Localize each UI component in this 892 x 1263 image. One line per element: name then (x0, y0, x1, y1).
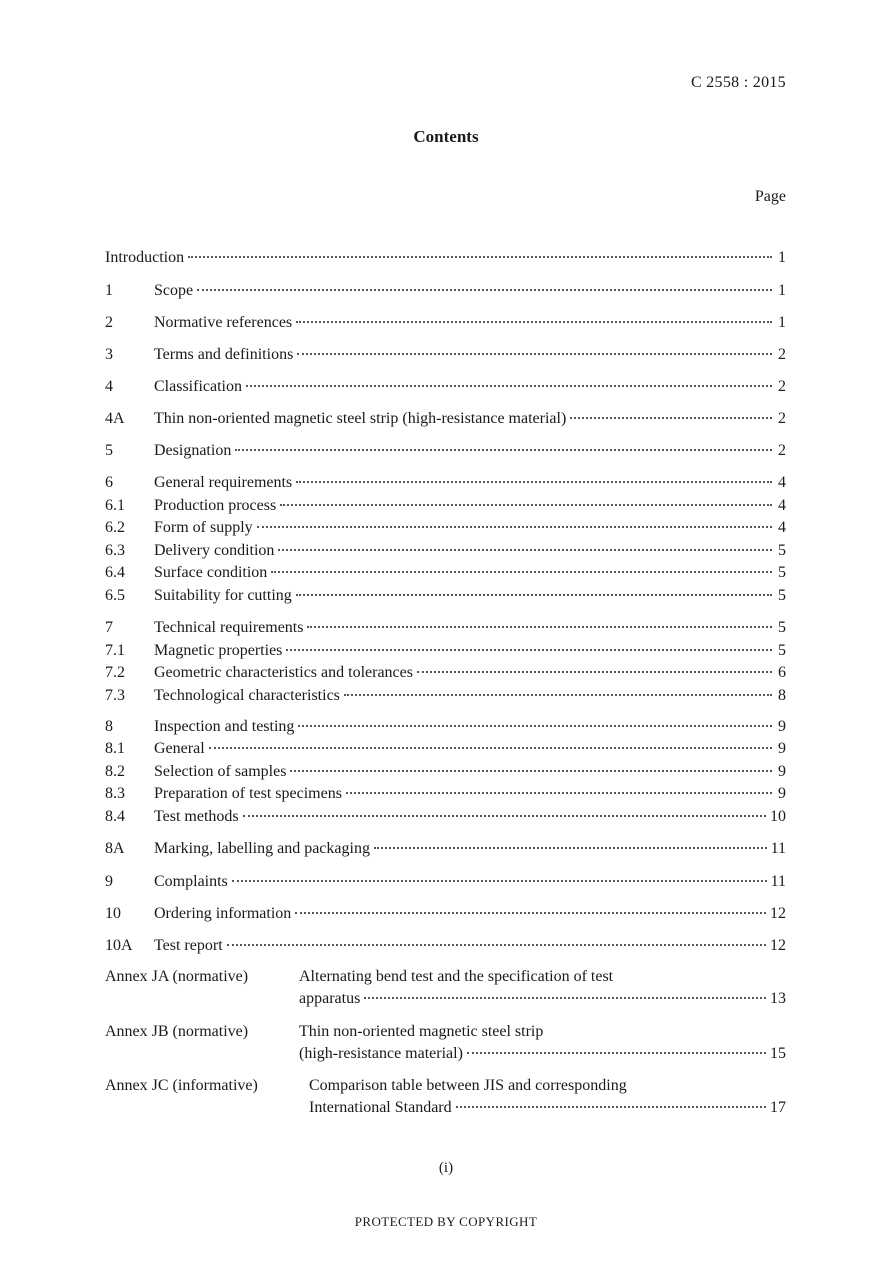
toc-entry (105, 440, 786, 462)
annex-title-line2: apparatus (299, 990, 361, 1007)
dot-leader (209, 747, 772, 749)
dot-leader (374, 847, 767, 849)
toc-entry (105, 517, 786, 539)
toc-entry-title: Thin non-oriented magnetic steel strip (high-resistance material) (154, 410, 567, 427)
dot-leader (232, 880, 767, 882)
dot-leader (456, 1106, 766, 1108)
toc-entry-page: 9 (778, 763, 786, 780)
toc-entry-number: 7 (105, 619, 113, 636)
toc-entry-page: 4 (778, 519, 786, 536)
toc-entry-page: 8 (778, 687, 786, 704)
standard-number: C 2558 : 2015 (690, 74, 786, 91)
toc-entry-page: 5 (778, 564, 786, 581)
page-title: Contents (413, 127, 479, 146)
toc-entry-title: Preparation of test specimens (154, 785, 342, 802)
dot-leader (290, 770, 772, 772)
dot-leader (286, 649, 772, 651)
dot-leader (364, 997, 766, 999)
toc-entry (105, 495, 786, 517)
toc-entry-number: 8.2 (105, 763, 125, 780)
toc-entry-title: Ordering information (154, 905, 292, 922)
toc-entry (105, 408, 786, 430)
toc-entry-title: Magnetic properties (154, 642, 283, 659)
toc-entry-title: Terms and definitions (154, 346, 294, 363)
toc-entry-page: 6 (778, 664, 786, 681)
toc-entry (105, 738, 786, 760)
toc-entry-page: 10 (770, 808, 786, 825)
toc-entry-page: 5 (778, 542, 786, 559)
toc-entry-title: Marking, labelling and packaging (154, 840, 370, 857)
toc-entry-number: 8 (105, 718, 113, 735)
toc-entry-page: 12 (770, 905, 786, 922)
toc-entry-number: 3 (105, 346, 113, 363)
toc-entry-title: General requirements (154, 474, 293, 491)
annex-page: 17 (770, 1099, 786, 1116)
toc-entry (105, 562, 786, 584)
dot-leader (297, 353, 772, 355)
toc-entry-title: Geometric characteristics and tolerances (154, 664, 413, 681)
toc-entry (105, 662, 786, 684)
dot-leader (227, 944, 766, 946)
annex-title-line2: (high-resistance material) (299, 1045, 463, 1062)
dot-leader (295, 912, 766, 914)
dot-leader (344, 694, 772, 696)
toc-entry-number: 8A (105, 840, 125, 857)
toc-entry-title: Scope (154, 282, 194, 299)
dot-leader (197, 289, 772, 291)
toc-entry (105, 312, 786, 334)
toc-entry (105, 640, 786, 662)
toc-entry-page: 2 (778, 442, 786, 459)
toc-entry-title: Delivery condition (154, 542, 275, 559)
dot-leader (188, 256, 772, 258)
dot-leader (346, 792, 772, 794)
toc-entry (105, 472, 786, 494)
toc-entry-number: 6.1 (105, 497, 125, 514)
annex-title-line1: Alternating bend test and the specification of test (299, 968, 614, 985)
toc-entry-title: Normative references (154, 314, 293, 331)
toc-entry-number: 1 (105, 282, 113, 299)
toc-entry-page: 1 (778, 314, 786, 331)
toc-entry-number: 10 (105, 905, 121, 922)
toc-entry-page: 5 (778, 642, 786, 659)
toc-entry-page: 11 (770, 873, 786, 890)
annex-title-line1: Comparison table between JIS and corresponding (309, 1077, 627, 1094)
toc-entry-title: Surface condition (154, 564, 268, 581)
toc-entry-page: 2 (778, 378, 786, 395)
annex-label: Annex JB (normative) (105, 1023, 249, 1040)
toc-entry-number: 6.3 (105, 542, 125, 559)
toc-entry (105, 344, 786, 366)
toc-entry-title: Technological characteristics (154, 687, 340, 704)
toc-entry-title: Introduction (105, 249, 185, 266)
annex-label: Annex JC (informative) (105, 1077, 258, 1094)
annex-page: 13 (770, 990, 786, 1007)
toc-entry-page: 2 (778, 346, 786, 363)
toc-entry (105, 685, 786, 707)
toc-entry-title: Test report (154, 937, 223, 954)
toc-entry-title: Complaints (154, 873, 228, 890)
dot-leader (235, 449, 772, 451)
toc-entry (105, 617, 786, 639)
toc-entry-number: 6.5 (105, 587, 125, 604)
toc-entry-number: 9 (105, 873, 113, 890)
toc-entry-number: 8.1 (105, 740, 125, 757)
toc-entry (105, 540, 786, 562)
dot-leader (307, 626, 772, 628)
toc-entry-number: 6.4 (105, 564, 125, 581)
toc-entry (105, 838, 786, 860)
toc-entry-page: 11 (770, 840, 786, 857)
toc-entry-page: 1 (778, 249, 786, 266)
toc-entry (105, 761, 786, 783)
toc-entry (105, 935, 786, 957)
toc-entry-page: 2 (778, 410, 786, 427)
dot-leader (280, 504, 772, 506)
toc-entry-number: 2 (105, 314, 113, 331)
annex-page: 15 (770, 1045, 786, 1062)
toc-entry-page: 9 (778, 718, 786, 735)
dot-leader (243, 815, 766, 817)
toc-entry-title: Test methods (154, 808, 239, 825)
dot-leader (257, 526, 772, 528)
toc-entry (105, 871, 786, 893)
toc-entry-page: 1 (778, 282, 786, 299)
copyright-notice: PROTECTED BY COPYRIGHT (354, 1214, 538, 1229)
toc-entry-page: 9 (778, 785, 786, 802)
toc-entry (105, 247, 786, 269)
toc-entry-title: Production process (154, 497, 277, 514)
annex-title-line1: Thin non-oriented magnetic steel strip (299, 1023, 544, 1040)
toc-entry-number: 7.1 (105, 642, 125, 659)
toc-entry-number: 6.2 (105, 519, 125, 536)
toc-entry-title: General (154, 740, 205, 757)
dot-leader (570, 417, 772, 419)
toc-entry-number: 10A (105, 937, 133, 954)
toc-entry (105, 376, 786, 398)
dot-leader (296, 481, 772, 483)
dot-leader (296, 321, 772, 323)
toc-entry-page: 5 (778, 587, 786, 604)
dot-leader (467, 1052, 766, 1054)
toc-entry-title: Designation (154, 442, 232, 459)
dot-leader (417, 671, 772, 673)
toc-entry-number: 7.3 (105, 687, 125, 704)
toc-entry-page: 5 (778, 619, 786, 636)
dot-leader (296, 594, 772, 596)
toc-entry-page: 4 (778, 474, 786, 491)
footer-page-number: (i) (438, 1160, 454, 1176)
dot-leader (246, 385, 772, 387)
toc-entry-page: 4 (778, 497, 786, 514)
toc-entry-number: 7.2 (105, 664, 125, 681)
toc-entry-number: 4 (105, 378, 113, 395)
toc-entry (105, 585, 786, 607)
toc-entry (105, 903, 786, 925)
toc-entry (105, 783, 786, 805)
dot-leader (298, 725, 772, 727)
toc-entry (105, 806, 786, 828)
page-column-label: Page (754, 188, 786, 205)
toc-entry-number: 5 (105, 442, 113, 459)
toc-entry-page: 12 (770, 937, 786, 954)
toc-entry-number: 8.4 (105, 808, 125, 825)
toc-entry-title: Technical requirements (154, 619, 304, 636)
toc-entry-title: Inspection and testing (154, 718, 295, 735)
toc-entry-number: 6 (105, 474, 113, 491)
toc-entry (105, 280, 786, 302)
dot-leader (271, 571, 772, 573)
toc-entry-number: 4A (105, 410, 125, 427)
toc-entry (105, 716, 786, 738)
dot-leader (278, 549, 772, 551)
toc-entry-title: Selection of samples (154, 763, 287, 780)
toc-entry-page: 9 (778, 740, 786, 757)
toc-entry-title: Classification (154, 378, 242, 395)
toc-entry-title: Form of supply (154, 519, 253, 536)
annex-label: Annex JA (normative) (105, 968, 249, 985)
toc-entry-number: 8.3 (105, 785, 125, 802)
annex-title-line2: International Standard (309, 1099, 452, 1116)
toc-entry-title: Suitability for cutting (154, 587, 292, 604)
